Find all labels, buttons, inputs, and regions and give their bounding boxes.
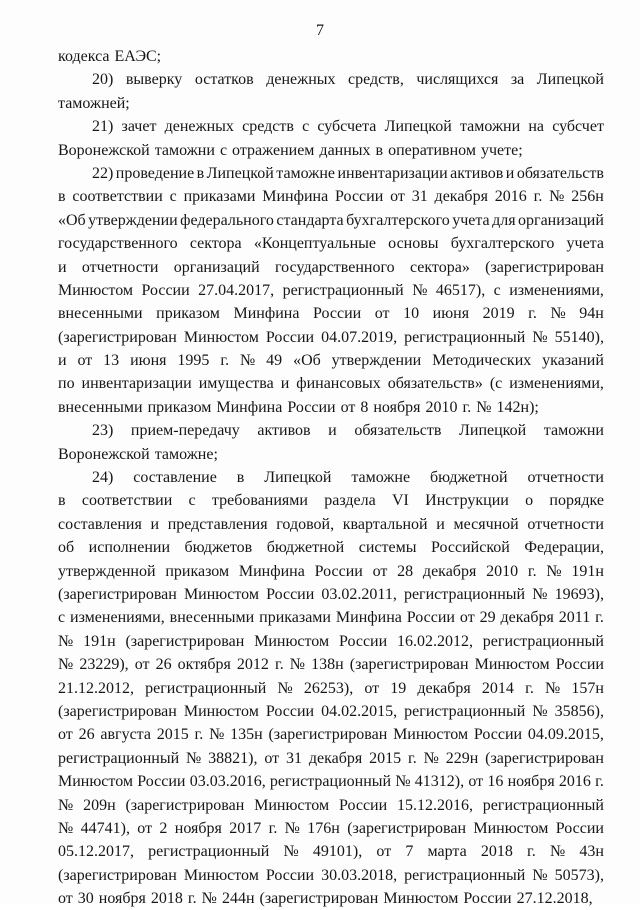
text-line: № 23229), от 26 октября 2012 г. № 138н (зарегистрирован Минюстом России	[58, 656, 604, 674]
text-line: таможней;	[58, 94, 130, 112]
paragraph-item-21	[58, 115, 604, 162]
text-line: государственного сектора «Концептуальные основы бухгалтерского учета	[58, 235, 604, 253]
text-line: внесенными приказом Минфина России от 8 ноября 2010 г. № 142н);	[58, 398, 539, 416]
text-line: Минюстом России 27.04.2017, регистрационный № 46517), с изменениями,	[58, 281, 604, 299]
text-line: (зарегистрирован Минюстом России 03.02.2011, регистрационный № 19693),	[58, 585, 604, 603]
text-line: по инвентаризации имущества и финансовых обязательств» (с изменениями,	[58, 375, 604, 393]
paragraph-item-22	[58, 162, 604, 419]
text-line: 21) зачет денежных средств с субсчета Липецкой таможни на субсчет	[92, 118, 604, 136]
text-line: № 209н (зарегистрирован Минюстом России 15.12.2016, регистрационный	[58, 796, 604, 814]
text-line: 21.12.2012, регистрационный № 26253), от 19 декабря 2014 г. № 157н	[58, 679, 604, 697]
text-line: Воронежской таможни с отражением данных в оперативном учете;	[58, 141, 523, 159]
text-line: с изменениями, внесенными приказами Минфина России от 29 декабря 2011 г.	[58, 609, 604, 627]
text-line: Воронежской таможне;	[58, 445, 218, 463]
text-line: № 191н (зарегистрирован Минюстом России 16.02.2012, регистрационный	[58, 632, 604, 650]
text-line: 20) выверку остатков денежных средств, числящихся за Липецкой	[92, 71, 604, 89]
text-line: об исполнении бюджетов бюджетной системы Российской Федерации,	[58, 539, 604, 557]
text-line: от 30 ноября 2018 г. № 244н (зарегистрирован Минюстом России 27.12.2018,	[58, 890, 593, 908]
document-body	[58, 45, 604, 910]
text-line: в соответствии с приказами Минфина России от 31 декабря 2016 г. № 256н	[58, 188, 604, 206]
text-line: 22) проведение в Липецкой таможне инвентаризации активов и обязательств	[92, 164, 604, 182]
text-line: «Об утверждении федерального стандарта бухгалтерского учета для организаций	[58, 211, 604, 229]
text-line: составления и представления годовой, квартальной и месячной отчетности	[58, 515, 604, 533]
text-line: (зарегистрирован Минюстом России 04.02.2015, регистрационный № 35856),	[58, 702, 604, 720]
text-line: утвержденной приказом Минфина России от 28 декабря 2010 г. № 191н	[58, 562, 604, 580]
text-line: (зарегистрирован Минюстом России 30.03.2018, регистрационный № 50573),	[58, 866, 604, 884]
text-line: № 44741), от 2 ноября 2017 г. № 176н (зарегистрирован Минюстом России	[58, 819, 604, 837]
text-line: 05.12.2017, регистрационный № 49101), от 7 марта 2018 г. № 43н	[58, 843, 604, 861]
text-line: и от 13 июня 1995 г. № 49 «Об утверждении Методических указаний	[58, 352, 604, 370]
page-number: 7	[316, 22, 324, 39]
paragraph-item-20	[58, 68, 604, 115]
paragraph-item-23	[58, 419, 604, 466]
text-line: в соответствии с требованиями раздела VI Инструкции о порядке	[58, 492, 604, 510]
text-line: кодекса ЕАЭС;	[58, 48, 162, 65]
text-line: 23) прием-передачу активов и обязательств Липецкой таможни	[92, 422, 604, 440]
paragraph-item-24	[58, 466, 604, 910]
text-line: 24) составление в Липецкой таможне бюджетной отчетности	[92, 469, 604, 487]
text-line: регистрационный № 38821), от 31 декабря 2015 г. № 229н (зарегистрирован	[58, 749, 604, 767]
text-line: от 26 августа 2015 г. № 135н (зарегистрирован Минюстом России 04.09.2015,	[58, 726, 604, 744]
text-line: Минюстом России 03.03.2016, регистрационный № 41312), от 16 ноября 2016 г.	[58, 773, 604, 791]
text-line: (зарегистрирован Минюстом России 04.07.2019, регистрационный № 55140),	[58, 328, 604, 346]
paragraph-cont-19	[58, 45, 604, 68]
text-line: внесенными приказом Минфина России от 10 июня 2019 г. № 94н	[58, 305, 604, 323]
text-line: и отчетности организаций государственного сектора» (зарегистрирован	[58, 258, 604, 276]
